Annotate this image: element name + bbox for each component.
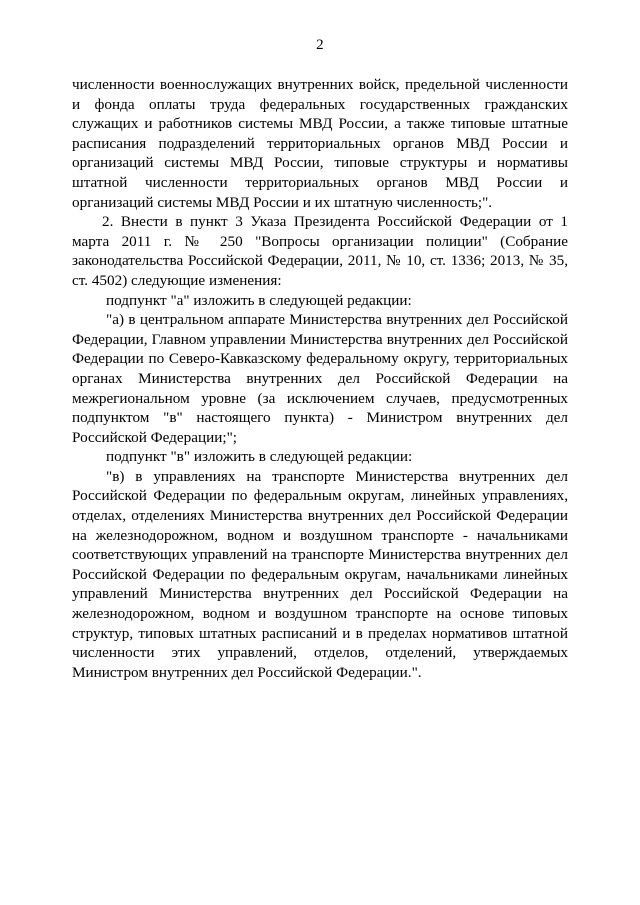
paragraph-continuation: численности военнослужащих внутренних войск, предельной численности и фонда оплаты труда федеральных государственных гражданских служащих и работников системы МВД России, а также типовые штатные расписания подразделений территориальных органов МВД России и организаций системы МВД России, типовые структуры и нормативы штатной численности территориальных органов МВД России и организаций системы МВД России и их штатную численность;". — [72, 76, 568, 211]
page-number: 2 — [316, 37, 324, 53]
document-body — [72, 75, 568, 682]
paragraph-subitem-a-text: "а) в центральном аппарате Министерства внутренних дел Российской Федерации, Главном управлении Министерства внутренних дел Российской Федерации по Северо-Кавказскому федеральному округу, территориальных органах Министерства внутренних дел Российской Федерации на межрегиональном уровне (за исключением случаев, предусмотренных подпунктом "в" настоящего пункта) - Министром внутренних дел Российской Федерации;"; — [72, 311, 568, 446]
paragraph-subitem-v-intro: подпункт "в" изложить в следующей редакции: — [106, 448, 413, 466]
paragraph-subitem-a-intro: подпункт "а" изложить в следующей редакции: — [106, 291, 412, 309]
paragraph-item-2: 2. Внести в пункт 3 Указа Президента Российской Федерации от 1 марта 2011 г. № 250 "Вопросы организации полиции" (Собрание законодательства Российской Федерации, 2011, № 10, ст. 1336; 2013, № 35, ст. 4502) следующие изменения: — [72, 213, 568, 289]
paragraph-subitem-v-text: "в) в управлениях на транспорте Министерства внутренних дел Российской Федерации по федеральным округам, линейных управлениях, отделах, отделениях Министерства внутренних дел Российской Федерации на железнодорожном, водном и воздушном транспорте - начальниками соответствующих управлений на транспорте Министерства внутренних дел Российской Федерации по федеральным округам, начальниками линейных управлений Министерства внутренних дел Российской Федерации на железнодорожном, водном и воздушном транспорте на основе типовых структур, типовых штатных расписаний и в пределах нормативов штатной численности этих управлений, отделов, отделений, утверждаемых Министром внутренних дел Российской Федерации.". — [72, 467, 568, 681]
